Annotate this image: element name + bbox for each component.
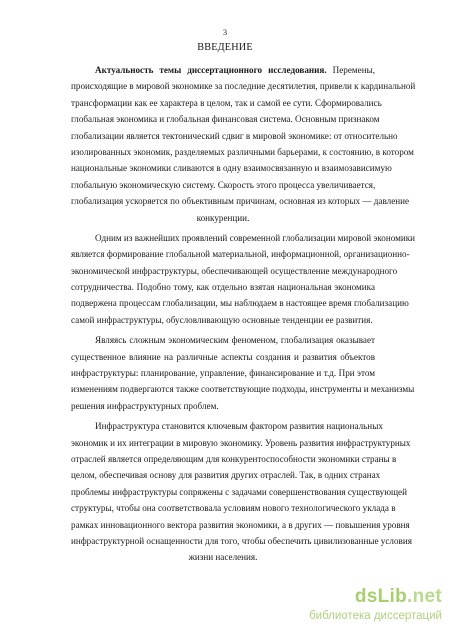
paragraph-1-lead-tail: Перемены, <box>332 65 375 75</box>
dslib-logo <box>355 586 442 608</box>
paragraph-1-line: глобализации является тектонический сдвиг в мировой экономике: от относительно <box>71 130 398 141</box>
paragraph-4-line: экономик и их интеграции в мировую экономику. Уровень развития инфраструктурных <box>71 437 411 448</box>
paragraph-4-line: отраслей является определяющим для конкурентоспособности экономики страны в <box>71 453 397 464</box>
paragraph-1-line <box>71 62 375 78</box>
paragraph-1-line: трансформации как ее характера в целом, так и самой ее сути. Сформировались <box>71 97 382 108</box>
paragraph-1-lead: Актуальность темы диссертационного исследования. <box>95 65 327 75</box>
paragraph-1-line: происходящие в мировой экономике за последние десятилетия, привели к кардинальной <box>71 81 416 92</box>
paragraph-1-line: глобальную экономическую систему. Скорость этого процесса увеличивается, <box>71 179 376 190</box>
paragraph-3-line: изменениям подвергаются также соответствующие подходы, инструменты и механизмы <box>71 384 415 395</box>
dslib-logo-main: dsLib <box>354 586 408 607</box>
paragraph-4-line: проблемы инфраструктуры сопряжены с задачами совершенствования существующей <box>71 486 407 497</box>
dslib-subtitle: библиотека диссертаций <box>309 610 442 622</box>
paragraph-3-line: инфраструктуры: планирование, управление, финансирование и т.д. При этом <box>71 368 375 379</box>
paragraph-1-line: глобализация ускоряется по объективным причинам, основная из которых — давление <box>71 196 410 207</box>
paragraph-1-line: глобальная экономика и глобальная финансовая система. Основным признаком <box>71 114 380 125</box>
paragraph-3-line: Являясь сложным экономическим феноменом, глобализация оказывает <box>95 335 375 346</box>
paragraph-4-line: Инфраструктура становится ключевым фактором развития национальных <box>95 421 383 432</box>
paragraph-4-line: инфраструктурной оснащенности для того, чтобы обеспечить цивилизованные условия <box>71 535 412 546</box>
paragraph-3-line: существенное влияние на различные аспекты создания и развития объектов <box>71 351 375 362</box>
document-body <box>71 62 416 566</box>
paragraph-2-line: подвержена процессам глобализации, мы наблюдаем в настоящее время глобализацию <box>71 298 409 309</box>
paragraph-2-line: экономической инфраструктуры, обеспечивающей осуществление международного <box>71 265 398 276</box>
paragraph-1-line: изолированных экономик, разделяемых различными барьерами, к состоянию, в котором <box>71 146 414 157</box>
paragraph-4-line: целом, обеспечивая основу для развития других отраслей. Так, в одних странах <box>71 470 381 481</box>
dslib-watermark[interactable] <box>306 586 446 634</box>
paragraph-4-line: жизни населения. <box>188 552 258 563</box>
paragraph-1-line: национальные экономики сливаются в одну взаимосвязанную и взаимозависимую <box>71 163 392 174</box>
paragraph-2-line: сотрудничества. Подобно тому, как отдельно взятая национальная экономика <box>71 282 375 293</box>
paragraph-2-line: Одним из важнейших проявлений современной глобализации мировой экономики <box>95 232 416 243</box>
dslib-logo-tld: .net <box>407 586 442 607</box>
page-number: 3 <box>222 27 228 37</box>
paragraph-4-line: структуры, чтобы она соответствовала условиям нового технологического уклада в <box>71 503 396 514</box>
paragraph-2-line: самой инфраструктуры, обусловливающую основные тенденции ее развития. <box>71 314 373 325</box>
paragraph-1-line: конкуренции. <box>196 212 250 223</box>
page-title: ВВЕДЕНИЕ <box>197 42 253 53</box>
paragraph-3-line: решения инфраструктурных проблем. <box>71 400 219 411</box>
paragraph-2-line: является формирование глобальной материальной, информационной, организационно- <box>71 249 410 260</box>
paragraph-4-line: рамках инновационного вектора развития экономики, а в других — повышения уровня <box>71 519 410 530</box>
